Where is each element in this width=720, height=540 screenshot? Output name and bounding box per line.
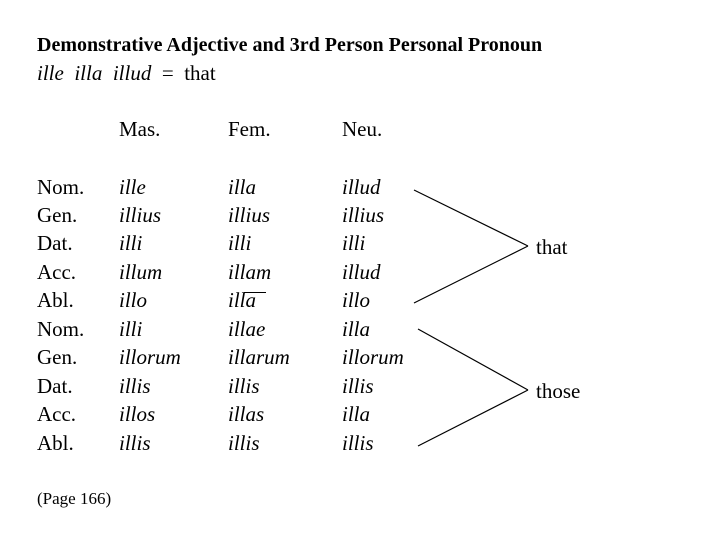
masculine-form: illos (119, 402, 156, 426)
header-feminine: Fem. (228, 117, 271, 141)
macron-mark (244, 292, 266, 293)
case-label: Dat. (37, 374, 73, 398)
case-label: Acc. (37, 260, 77, 284)
plural-bracket-top (418, 329, 528, 390)
feminine-form-ablative-long-a: illa (228, 288, 257, 312)
subtitle-equals: = (161, 61, 174, 85)
singular-bracket-bottom (414, 246, 528, 303)
meaning-plural: those (536, 379, 581, 403)
page-reference: (Page 166) (37, 489, 112, 508)
case-label: Dat. (37, 231, 73, 255)
neuter-form: illis (342, 374, 374, 398)
plural-bracket-bottom (418, 390, 528, 446)
case-label: Nom. (37, 317, 85, 341)
neuter-form: illa (342, 317, 371, 341)
feminine-form: illae (228, 317, 266, 341)
feminine-form: illas (228, 402, 265, 426)
feminine-form: illa (228, 175, 257, 199)
masculine-form: illorum (119, 345, 181, 369)
case-label: Gen. (37, 203, 78, 227)
feminine-form: illarum (228, 345, 290, 369)
neuter-form: illi (342, 231, 366, 255)
neuter-form: illa (342, 402, 371, 426)
neuter-form: illud (342, 175, 381, 199)
neuter-form: illorum (342, 345, 404, 369)
subtitle-meaning: that (184, 61, 216, 85)
header-neuter: Neu. (342, 117, 383, 141)
case-label: Abl. (37, 431, 74, 455)
subtitle (37, 60, 216, 86)
masculine-form: illo (119, 288, 148, 312)
feminine-form: illius (228, 203, 271, 227)
neuter-form: illud (342, 260, 381, 284)
masculine-form: illi (119, 231, 143, 255)
masculine-form: illis (119, 431, 151, 455)
masculine-form: illum (119, 260, 163, 284)
neuter-form: illis (342, 431, 374, 455)
case-label: Gen. (37, 345, 78, 369)
feminine-form: illis (228, 374, 260, 398)
page-title: Demonstrative Adjective and 3rd Person Personal Pronoun (37, 34, 543, 56)
masculine-form: illi (119, 317, 143, 341)
neuter-form: illius (342, 203, 385, 227)
case-label: Nom. (37, 175, 85, 199)
neuter-form: illo (342, 288, 371, 312)
case-label: Acc. (37, 402, 77, 426)
meaning-singular: that (536, 235, 568, 259)
feminine-form: illam (228, 260, 272, 284)
masculine-form: ille (119, 175, 146, 199)
masculine-form: illius (119, 203, 162, 227)
masculine-form: illis (119, 374, 151, 398)
feminine-form: illis (228, 431, 260, 455)
header-masculine: Mas. (119, 117, 161, 141)
case-label: Abl. (37, 288, 74, 312)
subtitle-forms: ille illa illud (37, 61, 152, 85)
singular-bracket-top (414, 190, 528, 246)
feminine-form: illi (228, 231, 252, 255)
